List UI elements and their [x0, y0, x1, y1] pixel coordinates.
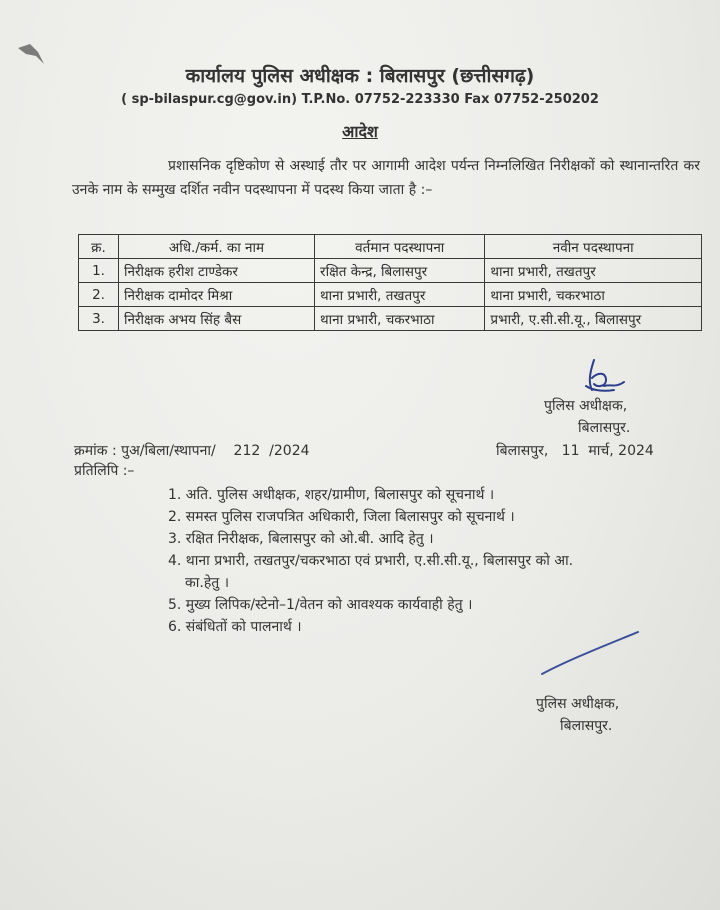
copy-label: प्रतिलिपि :– [74, 463, 135, 479]
signatory-designation-2: पुलिस अधीक्षक, [536, 696, 620, 712]
order-date: बिलासपुर, 11 मार्च, 2024 [496, 443, 654, 459]
cell-serial: 3. [79, 307, 119, 331]
cell-serial: 1. [79, 259, 119, 283]
col-header-current-posting: वर्तमान पदस्थापना [315, 235, 485, 259]
cell-name: निरीक्षक हरीश टाण्डेकर [119, 259, 315, 283]
list-item: 4. थाना प्रभारी, तखतपुर/चकरभाठा एवं प्रभारी, ए.सी.सी.यू., बिलासपुर को आ. [168, 553, 574, 569]
transfer-table [78, 234, 702, 331]
reference-number: क्रमांक : पुअ/बिला/स्थापना/ 212 /2024 [74, 443, 310, 459]
col-header-name: अधि./कर्म. का नाम [119, 235, 315, 259]
cell-current-posting: थाना प्रभारी, चकरभाठा [315, 307, 485, 331]
table-header-row [79, 235, 702, 259]
cell-serial: 2. [79, 283, 119, 307]
col-header-new-posting: नवीन पदस्थापना [485, 235, 702, 259]
cell-name: निरीक्षक दामोदर मिश्रा [119, 283, 315, 307]
cell-name: निरीक्षक अभय सिंह बैस [119, 307, 315, 331]
signature-mark-2 [538, 628, 642, 678]
office-header: कार्यालय पुलिस अधीक्षक : बिलासपुर (छत्तीसगढ़) [185, 65, 535, 87]
contact-line: ( sp-bilaspur.cg@gov.in) T.P.No. 07752-223330 Fax 07752-250202 [121, 92, 599, 107]
list-item: 6. संबंधितों को पालनार्थ । [168, 619, 302, 635]
copy-list [168, 484, 573, 638]
signatory-place-2: बिलासपुर. [560, 718, 613, 734]
cell-new-posting: थाना प्रभारी, तखतपुर [485, 259, 702, 283]
list-item: 5. मुख्य लिपिक/स्टेनो–1/वेतन को आवश्यक कार्यवाही हेतु । [168, 597, 473, 613]
cell-new-posting: थाना प्रभारी, चकरभाठा [485, 283, 702, 307]
cell-current-posting: रक्षित केन्द्र, बिलासपुर [315, 259, 485, 283]
col-header-serial: क्र. [79, 235, 119, 259]
list-item-continuation: का.हेतु । [185, 575, 229, 591]
cell-new-posting: प्रभारी, ए.सी.सी.यू., बिलासपुर [485, 307, 702, 331]
list-item: 2. समस्त पुलिस राजपत्रित अधिकारी, जिला बिलासपुर को सूचनार्थ । [168, 509, 515, 525]
signatory-designation-1: पुलिस अधीक्षक, [544, 398, 628, 414]
order-paragraph-text: प्रशासनिक दृष्टिकोण से अस्थाई तौर पर आगामी आदेश पर्यन्त निम्नलिखित निरीक्षकों को स्थानान्तरित कर उनके नाम के सम्मुख दर्शित नवीन पदस्थापना में पदस्थ किया जाता है :– [72, 158, 700, 198]
list-item: 3. रक्षित निरीक्षक, बिलासपुर को ओ.बी. आदि हेतु । [168, 531, 434, 547]
signatory-place-1: बिलासपुर. [578, 420, 631, 436]
order-paragraph [72, 154, 700, 202]
list-item: 1. अति. पुलिस अधीक्षक, शहर/ग्रामीण, बिलासपुर को सूचनार्थ । [168, 487, 495, 503]
table-row [79, 283, 702, 307]
cell-current-posting: थाना प्रभारी, तखतपुर [315, 283, 485, 307]
signature-mark-1 [580, 356, 628, 398]
order-title: आदेश [342, 122, 378, 141]
table-row [79, 307, 702, 331]
table-row [79, 259, 702, 283]
